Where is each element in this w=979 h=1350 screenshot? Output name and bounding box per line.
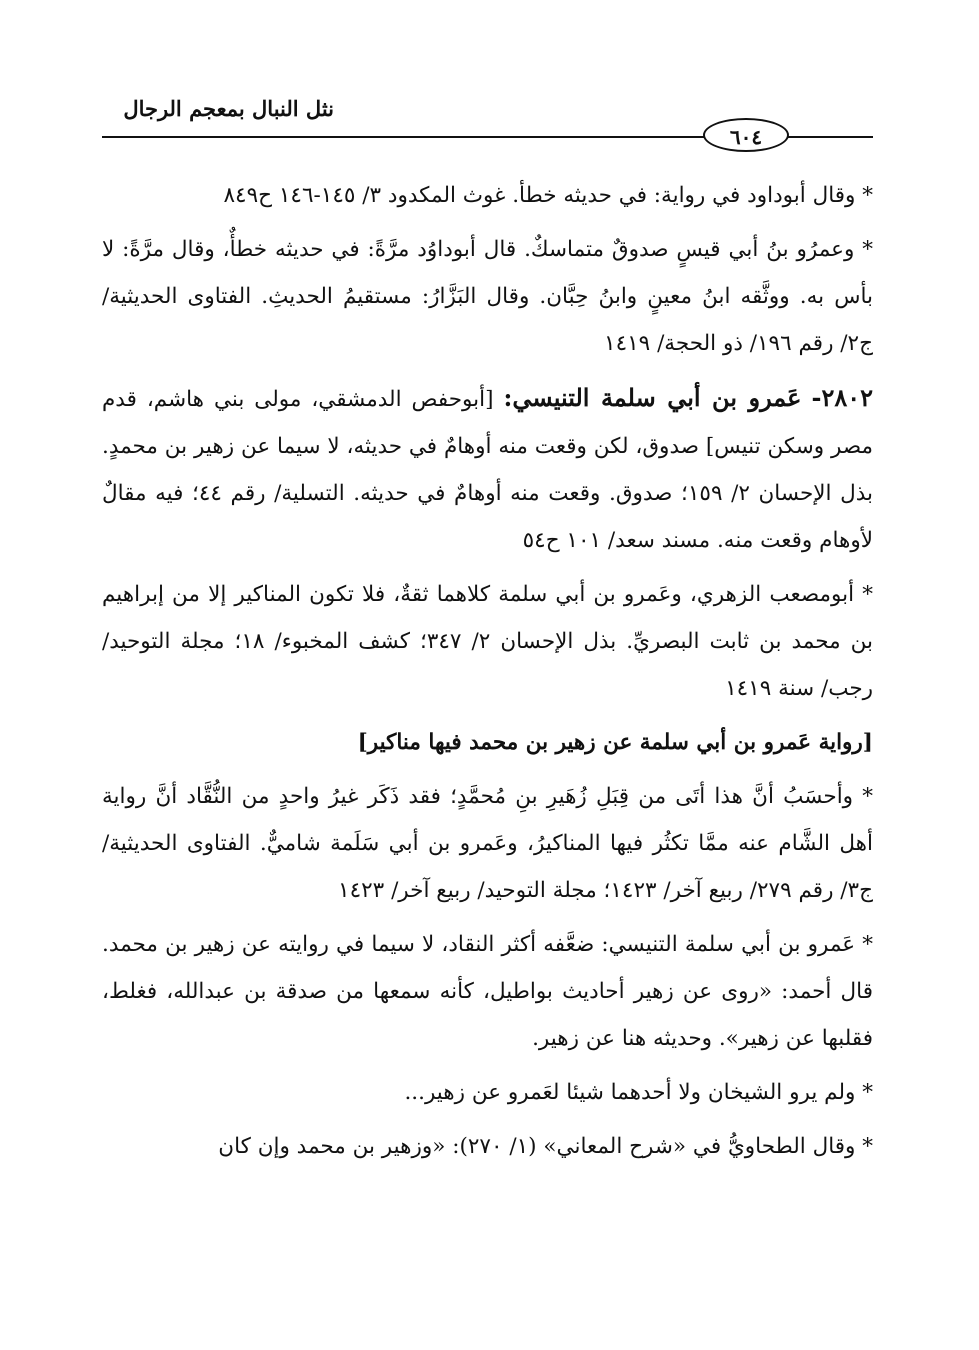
entry-number: ٢٨٠٢- [811, 383, 874, 412]
paragraph-5: * وأحسَبُ أنَّ هذا أتَى من قِبَلِ زُهَيرِ بنِ مُحمَّدٍ؛ فقد ذَكَر غيرُ واحدٍ من النُّقَّاد أنَّ رواية أهل الشَّام عنه ممَّا تكثُر فيها المناكيرُ، وعَمرو بن أبي سَلَمة شاميٌّ. الفتاوى الحديثية/ ج٣/ رقم ٢٧٩/ ربيع آخر/ ١٤٢٣؛ مجلة التوحيد/ ربيع آخر/ ١٤٢٣ [102, 784, 873, 903]
entry-text: [أبوحفص الدمشقي، مولى بني هاشم، قدم مصر وسكن تنيس] صدوق، لكن وقعت منه أوهامٌ في حديثه، لا سيما عن زهير بن محمدٍ. بذل الإحسان ٢/ ١٥٩؛ صدوق. وقعت منه أوهامٌ في حديثه. التسلية/ رقم ٤٤؛ فيه مقالٌ لأوهام وقعت منه. مسند سعد/ ١٠١ ح٥٤ [102, 387, 874, 553]
section-heading: [رواية عَمرو بن أبي سلمة عن زهير بن محمد فيها مناكير] [357, 730, 873, 755]
paragraph-8: * وقال الطحاويُّ في «شرح المعاني» (١/ ٢٧٠): «وزهير بن محمد وإن كان [218, 1134, 873, 1159]
paragraph-6: * عَمرو بن أبي سلمة التنيسي: ضعَّفه أكثر النقاد، لا سيما في روايته عن زهير بن محمد. قال أحمد: «روى عن زهير أحاديث بواطيل، كأنه سمعها من صدقة بن عبدالله، فغلط، فقلبها عن زهير». وحديثه هنا عن زهير. [102, 932, 873, 1051]
running-title: نثل النبال بمعجم الرجال [123, 96, 334, 121]
paragraph-4: * أبومصعب الزهري، وعَمرو بن أبي سلمة كلاهما ثقةٌ، فلا تكون المناكير إلا من إبراهيم بن محمد بن ثابت البصريِّ. بذل الإحسان ٢/ ٣٤٧؛ كشف المخبوء/ ١٨؛ مجلة التوحيد/ رجب/ سنة ١٤١٩ [102, 582, 873, 701]
paragraph-2: * وعمرُو بنُ أبي قيسٍ صدوقٌ متماسكٌ. قال أبوداوُد مرَّةً: في حديثه خطأٌ، وقال مرَّةً: لا بأس به. ووثَّقه ابنُ معينٍ وابنُ حِبَّان. وقال البَزَّارُ: مستقيمُ الحديثِ. الفتاوى الحديثية/ ج٢/ رقم ١٩٦/ ذو الحجة/ ١٤١٩ [102, 237, 873, 356]
entry-name: عَمرو بن أبي سلمة التنيسي: [503, 383, 802, 412]
page-number: ٦٠٤ [703, 118, 789, 152]
paragraph-7: * ولم يرو الشيخان ولا أحدهما شيئا لعَمرو عن زهير... [404, 1080, 873, 1105]
entry-2802 [102, 374, 873, 564]
page-header [0, 0, 979, 160]
page-body [102, 172, 873, 1177]
paragraph-1: * وقال أبوداود في رواية: في حديثه خطأ. غوث المكدود ٣/ ١٤٥-١٤٦ ح٨٤٩ [223, 183, 873, 208]
